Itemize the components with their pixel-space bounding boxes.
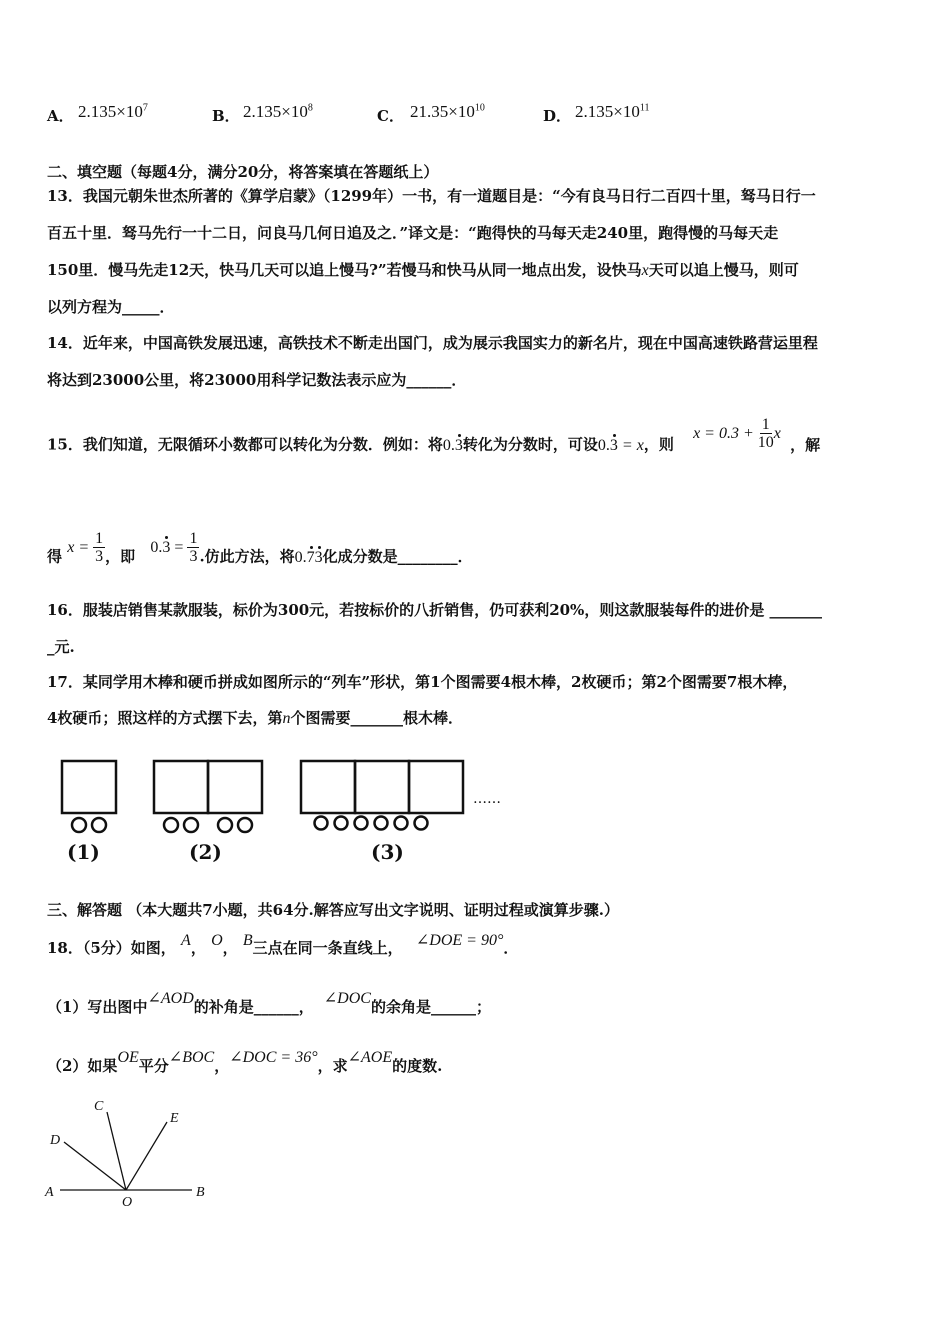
point-label-e: E [170,1111,179,1126]
option-label: D． [543,107,572,125]
q17-line2: 4枚硬币；照这样的方式摆下去，第n个图需要_______根木棒． [47,709,463,727]
q13-line1: 13．我国元朝朱世杰所著的《算学启蒙》（1299年）一书，有一道题目是：“今有良马日行二百四十里，驽马日行一 [47,187,816,205]
q18-part2: （2）如果OE平分∠BOC，∠DOC = 36°，求∠AOE的度数. [47,1049,443,1075]
point-label-a: A [45,1185,54,1200]
figure-label-2: (2) [189,840,222,864]
figure-label-1: (1) [67,840,100,864]
option-label: A． [47,107,74,125]
point-label-c: C [94,1099,104,1114]
option-label: B． [212,107,240,125]
option-value: $2.135\times 10^{11}$ [575,102,650,121]
q15-line2: 得 x = $\frac{1}{3}$ ，即 0.3 = $\frac{1}{3}$ .仿此方法，将0.73化成分数是________． [47,530,473,566]
ellipsis: …… [473,791,501,807]
q13-line4: 以列方程为_____． [47,298,175,316]
q14-line2: 将达到23000公里，将23000用科学记数法表示应为______． [47,371,467,389]
point-label-d: D [50,1133,61,1148]
point-label-b: B [196,1185,205,1200]
q18-part1: （1）写出图中∠AOD的补角是______， ∠DOC的余角是______； [47,990,491,1016]
q14-line1: 14．近年来，中国高铁发展迅速，高铁技术不断走出国门，成为展示我国实力的新名片，现在中国高速铁路营运里程 [47,334,818,352]
section-2-heading: 二、填空题（每题4分，满分20分，将答案填在答题纸上） [47,163,439,181]
option-value: $21.35\times 10^{10}$ [410,102,485,121]
point-label-o: O [122,1195,133,1210]
q13-line3: 150里．慢马先走12天，快马几天可以追上慢马?”若慢马和快马从同一地点出发，设快马x天可以追上慢马，则可 [47,261,799,279]
option-label: C． [377,107,404,125]
q18-line1: 18．（5分）如图， A， O， B三点在同一条直线上， ∠DOE = 90°． [47,932,519,957]
train-figure [55,755,545,870]
option-value: $2.135\times 10^7$ [78,102,148,121]
q15-line1: 15．我们知道，无限循环小数都可以转化为分数．例如：将0.3转化为分数时，可设0.3 = x，则 x = 0.3 + $\frac{1}{10}$ x ，解 [47,416,821,454]
q13-line2: 百五十里．驽马先行一十二日，问良马几何日追及之．”译文是：“跑得快的马每天走240里，跑得慢的马每天走 [47,224,779,242]
q17-line1: 17．某同学用木棒和硬币拼成如图所示的“列车”形状，第1个图需要4根木棒，2枚硬币；第2个图需要7根木棒， [47,673,798,691]
q16-line2: _元. [47,638,75,656]
option-value: $2.135\times 10^8$ [243,102,313,121]
angle-diagram [40,1090,230,1220]
section-3-heading: 三、解答题 （本大题共7小题，共64分.解答应写出文字说明、证明过程或演算步骤.） [47,901,619,919]
figure-label-3: (3) [371,840,404,864]
q16-line1: 16．服装店销售某款服装，标价为300元，若按标价的八折销售，仍可获利20%，则这款服装每件的进价是 _______ [47,601,823,619]
